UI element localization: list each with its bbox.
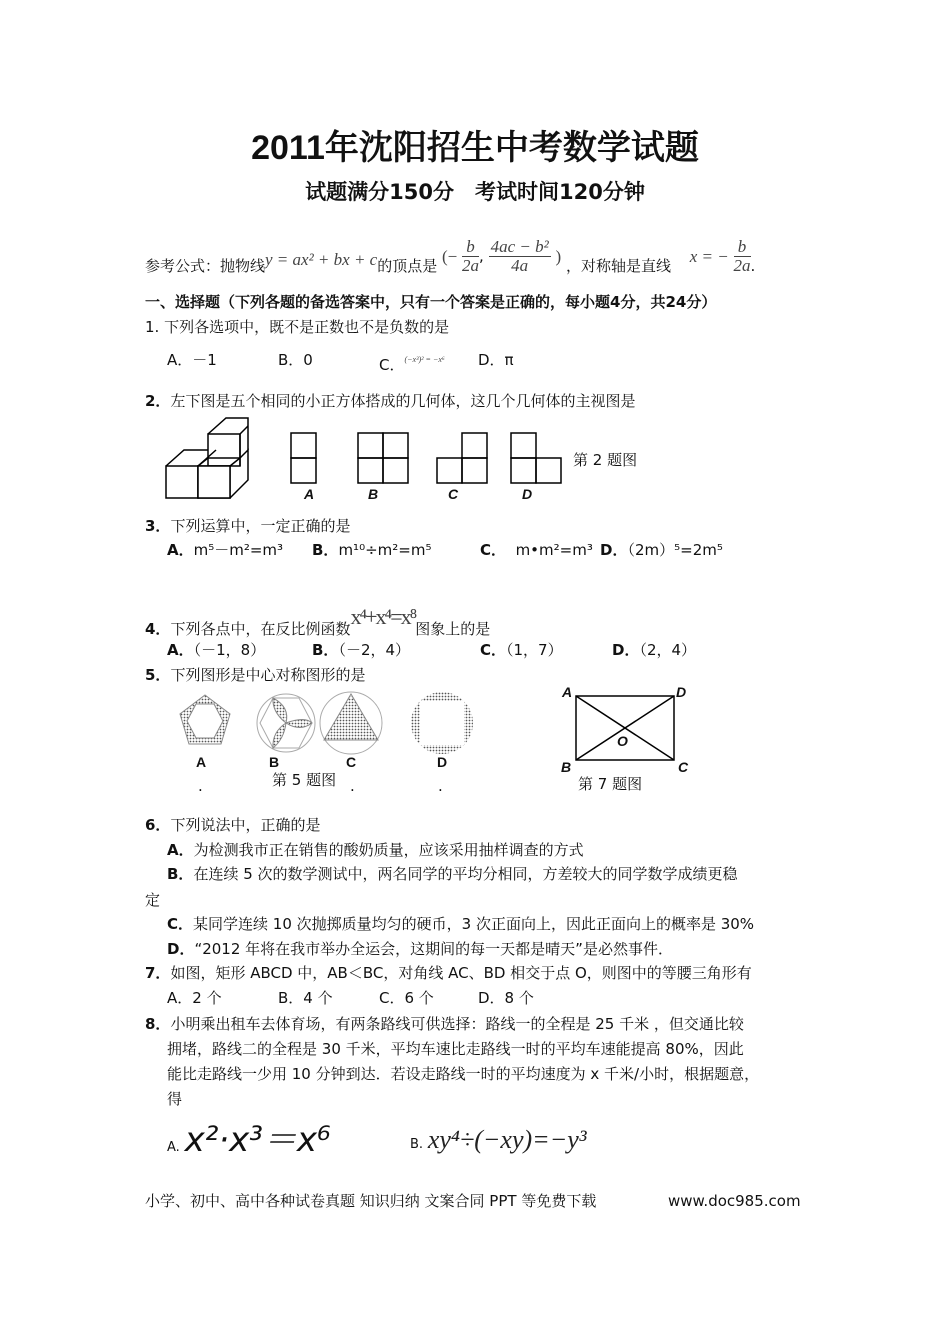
option-letter: B． [167, 865, 194, 883]
paren-open: (− [442, 246, 458, 266]
axis-formula [690, 228, 751, 285]
numerator: 4ac − b² [490, 237, 549, 257]
option-text: m¹⁰÷m²=m⁵ [338, 541, 432, 559]
question-text: 下列图形是中心对称图形的是 [170, 666, 366, 684]
question-text: 如图，矩形 ABCD 中，AB＜BC，对角线 AC、BD 相交于点 O，则图中的等腰三角形有 [170, 964, 752, 982]
question-6-stem [145, 815, 320, 835]
question-5-stem [145, 665, 365, 685]
question-text: 下列说法中，正确的是 [170, 816, 321, 834]
q5-caption: 第 5 题图 [272, 771, 337, 789]
q5-label-d: D [437, 754, 448, 770]
question-number: 4． [145, 620, 171, 638]
option-text: （－2，4） [338, 641, 411, 659]
q2-caption: 第 2 题图 [573, 451, 638, 469]
option-text: （1，7） [506, 641, 563, 659]
q6-option-d [167, 939, 673, 959]
q7-option-c: C．6 个 [379, 989, 434, 1007]
question-text: 下列运算中，一定正确的是 [170, 517, 351, 535]
parabola-equation: y = ax² + bx + c [265, 250, 378, 269]
question-number: 5． [145, 666, 171, 684]
denominator: 2a [462, 256, 480, 276]
vertex-c-label: C [678, 759, 689, 775]
fraction [489, 238, 551, 275]
denominator: 2a [733, 256, 751, 276]
q5-dot-d: . [438, 777, 443, 795]
question-8-line-4: 得 [167, 1090, 183, 1108]
vertex-b-label: B [561, 759, 572, 775]
question-text: 小明乘出租车去体育场，有两条路线可供选择：路线一的全程是 25 千米 ，但交通比较 [170, 1015, 744, 1033]
option-letter: A． [167, 841, 194, 859]
question-2-stem [145, 391, 635, 411]
option-letter: C． [480, 541, 507, 559]
reference-formula [145, 232, 755, 294]
q2-label-d: D [522, 486, 533, 502]
fraction [734, 238, 751, 275]
vertex-formula: (− $\frac{b}{2a}$ , $\frac{\text{4ac − b²}}{4a}$ ) [442, 228, 561, 285]
q2-label-b: B [368, 486, 379, 502]
q7-option-d: D．8 个 [478, 989, 534, 1007]
q3-option-d [600, 540, 723, 560]
numerator: b [462, 238, 479, 257]
option-text: （2，4） [639, 641, 697, 659]
question-number: 2． [145, 392, 171, 410]
option-text: 某同学连续 10 次抛掷质量均匀的硬币，3 次正面向上，因此正面向上的概率是 30% [193, 915, 755, 933]
option-text: （2m）⁵=2m⁵ [627, 541, 723, 559]
option-text: 在连续 5 次的数学测试中，两名同学的平均分相同，方差较大的同学数学成绩更稳 [193, 865, 738, 883]
option-text: m⁵－m²=m³ [193, 541, 284, 559]
question-1-stem: 1. 下列各选项中，既不是正数也不是负数的是 [145, 318, 450, 336]
page-title: 2011年沈阳招生中考数学试题 [251, 129, 699, 167]
q5-label-c: C [346, 754, 357, 770]
q6-option-b [167, 864, 738, 884]
q3-option-a [167, 540, 283, 560]
fraction [462, 238, 479, 275]
q1-option-a: A．－1 [167, 351, 217, 369]
q7-option-b: B．4 个 [278, 989, 333, 1007]
q2-label-c: C [448, 486, 459, 502]
numerator: b [734, 238, 751, 257]
q7-option-a: A．2 个 [167, 989, 222, 1007]
option-letter: B． [312, 641, 339, 659]
q5-shapes [180, 692, 480, 756]
option-letter: D． [600, 541, 628, 559]
option-letter: B. [410, 1137, 424, 1152]
option-letter: D． [612, 641, 640, 659]
question-text: 下列各点中，在反比例函数 [170, 620, 351, 638]
denominator: 4a [511, 256, 529, 276]
question-text: 左下图是五个相同的小正方体搭成的几何体，这几个几何体的主视图是 [170, 392, 636, 410]
question-number: 6． [145, 816, 171, 834]
option-letter: A． [167, 641, 194, 659]
question-number: 8． [145, 1015, 171, 1033]
q1-option-d: D．π [478, 351, 514, 369]
question-number: 7． [145, 964, 171, 982]
q4-option-c [480, 640, 563, 660]
question-4-stem [145, 604, 491, 639]
q6-option-a [167, 840, 584, 860]
q8-option-b [410, 1115, 587, 1170]
option-text: m•m²=m³ [515, 541, 593, 559]
question-8-line-1 [145, 1014, 744, 1034]
option-text: （－1，8） [193, 641, 266, 659]
q3-option-c [480, 540, 593, 560]
vertex-label: 的顶点是 [377, 257, 438, 275]
vertex-a-label: A [562, 684, 573, 700]
question-7-stem [145, 963, 752, 983]
question-3-stem [145, 516, 350, 536]
question-number: 3． [145, 517, 171, 535]
center-o-label: O [617, 733, 628, 749]
option-formula: (−x³)² = −x⁶ [404, 355, 445, 364]
q4-option-a [167, 640, 265, 660]
q6-option-c [167, 914, 754, 934]
question-8-line-2: 拥堵，路线二的全程是 30 千米，平均车速比走路线一时的平均车速能提高 80%，因此 [167, 1040, 744, 1058]
option-text: 为检测我市正在销售的酸奶质量，应该采用抽样调查的方式 [193, 841, 584, 859]
axis-prefix: x = − [689, 246, 729, 266]
page-subtitle: 试题满分150分 考试时间120分钟 [305, 180, 645, 204]
cube-stack-figure [165, 414, 255, 500]
option-letter: C． [167, 915, 194, 933]
q5-label-a: A [196, 754, 207, 770]
option-letter: C． [480, 641, 507, 659]
q3-option-b [312, 540, 431, 560]
paren-close: ) [555, 246, 562, 266]
option-letter: A. [167, 1140, 180, 1155]
rectangle-abcd-figure [576, 696, 676, 760]
option-letter: D． [167, 940, 195, 958]
q1-option-b: B．0 [278, 351, 313, 369]
footer-text: 小学、初中、高中各种试卷真题 知识归纳 文案合同 PPT 等免费下载 [145, 1192, 597, 1210]
q5-dot-a: . [198, 777, 203, 795]
q6-option-b-continued: 定 [145, 891, 161, 909]
period: . [750, 257, 756, 275]
vertex-d-label: D [676, 684, 687, 700]
option-letter: A． [167, 541, 194, 559]
footer-url[interactable]: www.doc985.com [668, 1192, 801, 1210]
question-8-line-3: 能比走路线一少用 10 分钟到达．若设走路线一时的平均速度为 x 千米/小时，根据题意， [167, 1065, 760, 1083]
q5-label-b: B [269, 754, 280, 770]
q5-dot-c: . [350, 777, 355, 795]
option-text: “2012 年将在我市举办全运会，这期间的每一天都是晴天”是必然事件． [194, 940, 673, 958]
q4-option-b [312, 640, 410, 660]
axis-label: ，对称轴是直线 [565, 257, 671, 275]
q7-caption: 第 7 题图 [578, 775, 643, 793]
section-heading: 一、选择题（下列各题的备选答案中，只有一个答案是正确的，每小题4分，共24分） [145, 293, 717, 311]
q1-option-c [379, 350, 445, 375]
option-letter: B． [312, 541, 339, 559]
q8-option-a [167, 1115, 331, 1173]
formula-prefix: 参考公式：抛物线 [145, 257, 266, 275]
option-formula: x²·x³＝x⁶ [184, 1120, 331, 1160]
function-formula: x⁴+x⁴=x⁸ [350, 604, 416, 629]
q4-option-d [612, 640, 696, 660]
q2-option-views [290, 432, 590, 484]
option-formula: xy⁴÷(−xy)=−y³ [427, 1125, 587, 1154]
question-text-end: 图象上的是 [415, 620, 491, 638]
option-letter: C． [379, 356, 405, 374]
q2-label-a: A [304, 486, 315, 502]
